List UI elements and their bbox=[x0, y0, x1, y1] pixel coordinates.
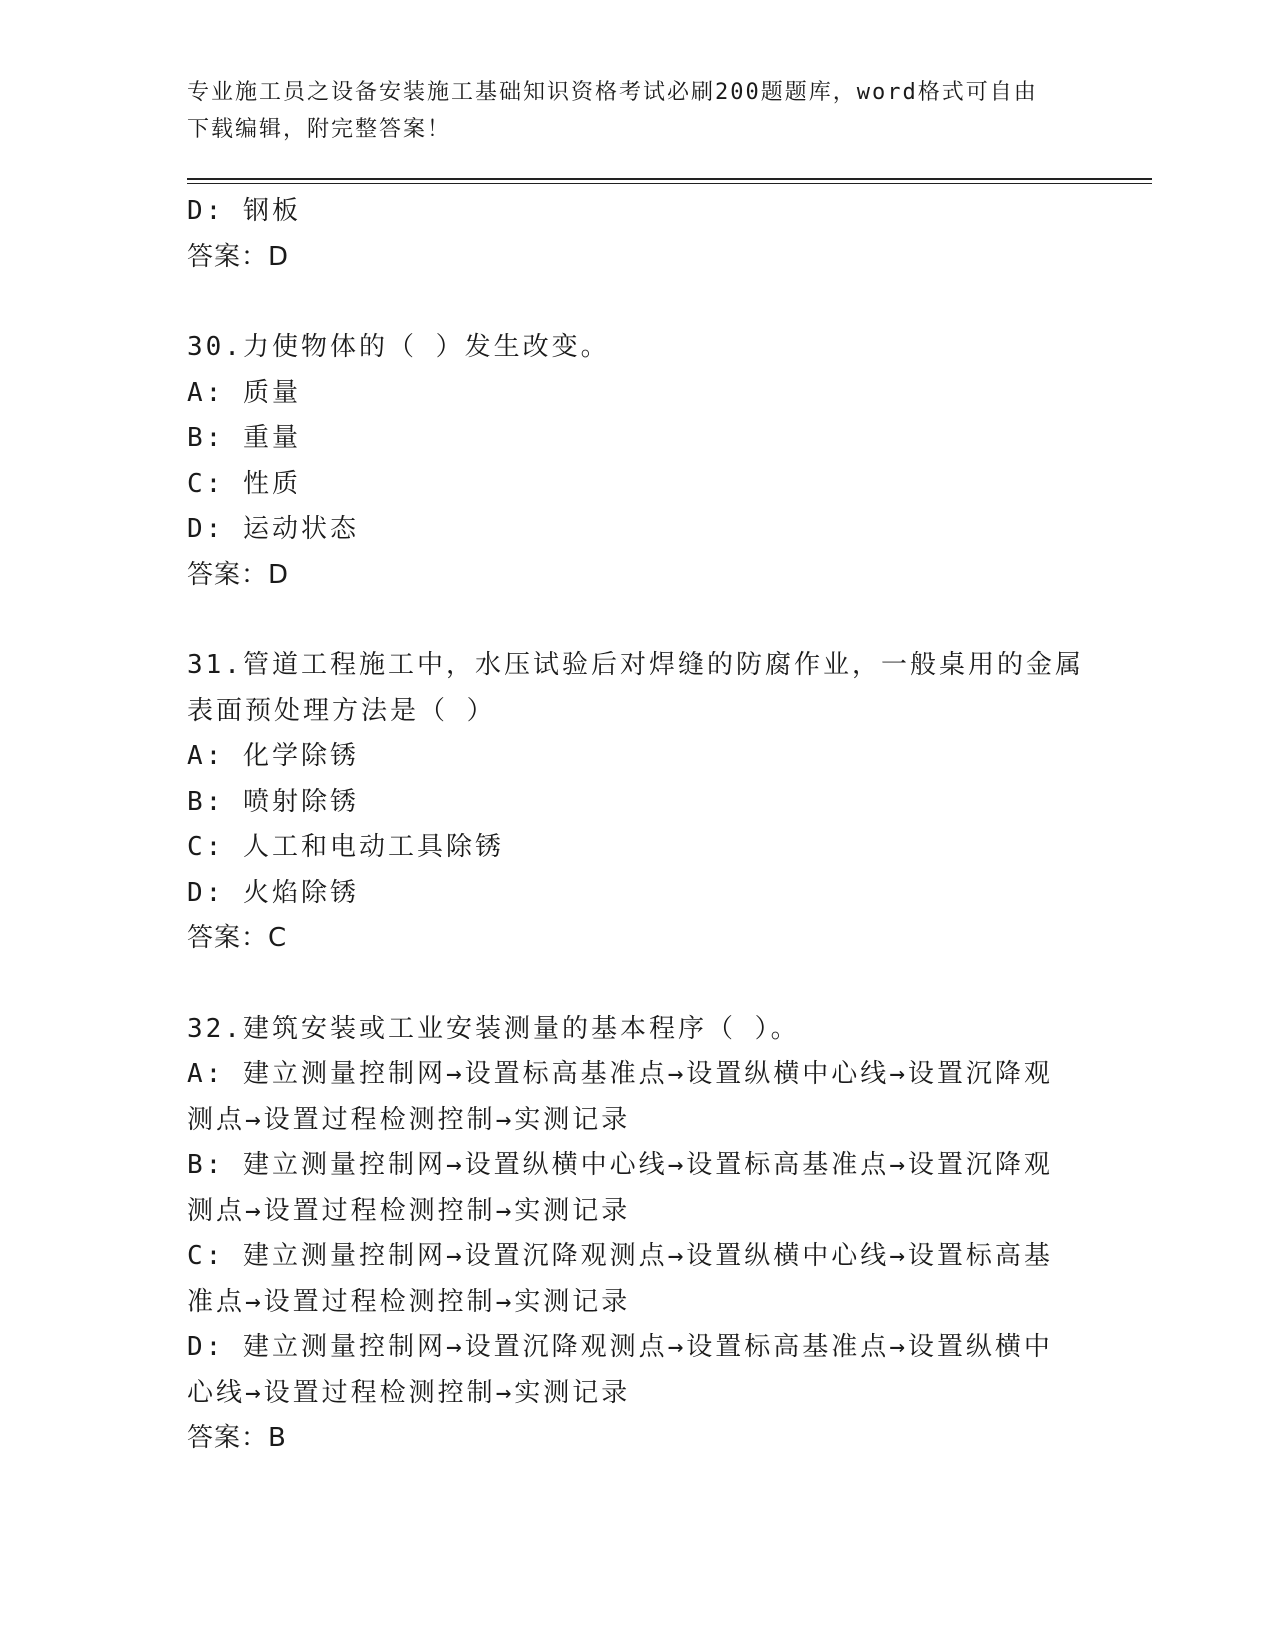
document-header bbox=[187, 74, 1087, 148]
header-line-2: 下载编辑，附完整答案！ bbox=[187, 117, 452, 142]
prev-option-d: D: 钢板 bbox=[187, 196, 301, 226]
option-c-line-1: C: 建立测量控制网→设置沉降观测点→设置纵横中心线→设置标高基 bbox=[187, 1241, 1053, 1271]
option-d-line-1: D: 建立测量控制网→设置沉降观测点→设置标高基准点→设置纵横中 bbox=[187, 1332, 1053, 1362]
option-c-line-2: 准点→设置过程检测控制→实测记录 bbox=[187, 1286, 631, 1317]
answer: 答案：D bbox=[187, 559, 290, 590]
question-title-line-1: 31.管道工程施工中，水压试验后对焊缝的防腐作业，一般桌用的金属 bbox=[187, 650, 1084, 680]
option-d: D: 运动状态 bbox=[187, 514, 359, 544]
option-b: B: 喷射除锈 bbox=[187, 786, 359, 817]
option-b: B: 重量 bbox=[187, 423, 301, 453]
spacer bbox=[187, 280, 1087, 325]
question-title-line-2: 表面预处理方法是（ ） bbox=[187, 695, 496, 726]
option-b-line-2: 测点→设置过程检测控制→实测记录 bbox=[187, 1195, 631, 1226]
answer: 答案：C bbox=[187, 923, 288, 953]
spacer bbox=[187, 598, 1087, 643]
spacer bbox=[187, 962, 1087, 1007]
header-line-1: 专业施工员之设备安装施工基础知识资格考试必刷200题题库，word格式可自由 bbox=[187, 80, 1038, 105]
prev-answer: 答案：D bbox=[187, 241, 290, 272]
option-b-line-1: B: 建立测量控制网→设置纵横中心线→设置标高基准点→设置沉降观 bbox=[187, 1150, 1053, 1180]
header-divider-thick bbox=[187, 178, 1152, 180]
option-a: A: 质量 bbox=[187, 377, 301, 408]
question-content bbox=[187, 189, 1087, 1462]
option-a-line-1: A: 建立测量控制网→设置标高基准点→设置纵横中心线→设置沉降观 bbox=[187, 1059, 1053, 1089]
question-31 bbox=[187, 643, 1087, 962]
option-a-line-2: 测点→设置过程检测控制→实测记录 bbox=[187, 1104, 631, 1135]
question-title: 32.建筑安装或工业安装测量的基本程序（ ）。 bbox=[187, 1013, 800, 1044]
header-divider-thin bbox=[187, 183, 1152, 184]
question-30 bbox=[187, 325, 1087, 598]
question-title: 30.力使物体的（ ）发生改变。 bbox=[187, 332, 610, 362]
option-c: C: 人工和电动工具除锈 bbox=[187, 832, 504, 862]
option-d-line-2: 心线→设置过程检测控制→实测记录 bbox=[187, 1377, 631, 1408]
question-32 bbox=[187, 1007, 1087, 1462]
option-c: C: 性质 bbox=[187, 468, 301, 499]
answer: 答案：B bbox=[187, 1423, 287, 1453]
option-d: D: 火焰除锈 bbox=[187, 877, 359, 908]
option-a: A: 化学除锈 bbox=[187, 741, 359, 771]
